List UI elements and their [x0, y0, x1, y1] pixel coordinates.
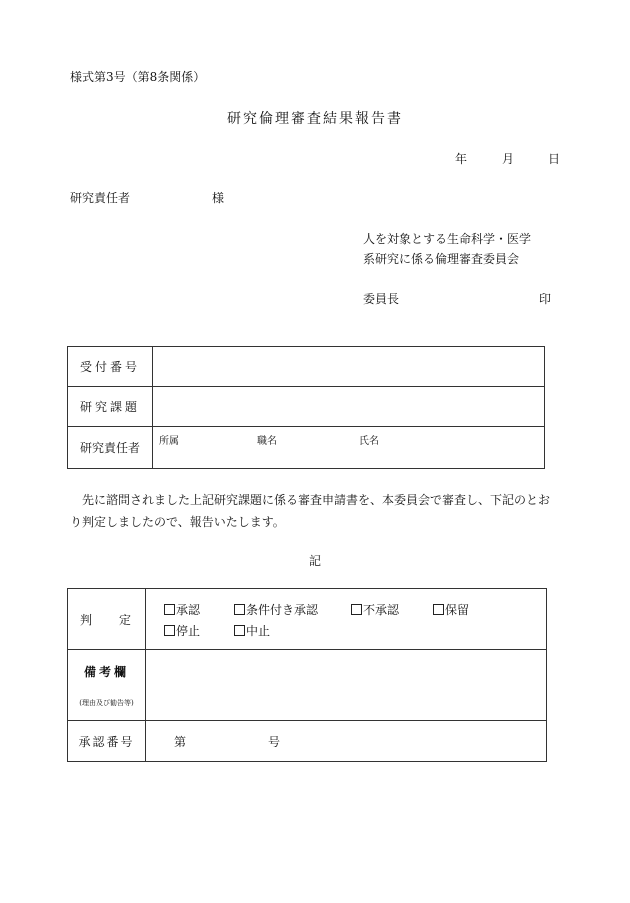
addressee [70, 189, 225, 206]
checkbox-icon[interactable] [351, 604, 362, 615]
addressee-honorific: 様 [212, 191, 225, 205]
option-approved[interactable]: 承認 [164, 601, 200, 618]
committee-name-line1: 人を対象とする生命科学・医学 [363, 232, 532, 246]
report-body-text: 先に諮問されました上記研究課題に係る審査申請書を、本委員会で審査し、下記のとおり判定しましたので、報告いたします。 [70, 493, 551, 529]
approval-suffix: 号 [268, 735, 281, 749]
pi-name-label: 氏名 [359, 436, 379, 447]
remarks-field[interactable] [146, 650, 547, 721]
form-id: 様式第3号（第8条関係） [70, 70, 206, 84]
pi-position-label: 職名 [257, 436, 277, 447]
judgment-row [68, 589, 547, 650]
judgment-options [146, 589, 547, 650]
remarks-row [68, 650, 547, 721]
checkbox-icon[interactable] [164, 604, 175, 615]
checkbox-icon[interactable] [164, 625, 175, 636]
pi-label: 研究責任者 [68, 427, 153, 469]
judgment-label: 判 定 [68, 589, 146, 650]
date-day-label: 日 [548, 152, 561, 166]
receipt-number-field[interactable] [153, 347, 545, 387]
remarks-label: 備考欄 (理由及び勧告等) [68, 650, 146, 721]
pi-row [68, 427, 545, 469]
ki-heading: 記 [308, 554, 321, 568]
option-conditional-approval[interactable]: 条件付き承認 [234, 601, 318, 618]
addressee-label: 研究責任者 [70, 191, 131, 205]
receipt-row [68, 347, 545, 387]
option-pending[interactable]: 保留 [433, 601, 469, 618]
approval-number-field[interactable] [146, 721, 547, 762]
approval-number-label: 承認番号 [68, 721, 146, 762]
info-table [67, 346, 545, 469]
checkbox-icon[interactable] [234, 625, 245, 636]
date-year-label: 年 [455, 152, 468, 166]
date-month-label: 月 [502, 152, 515, 166]
committee-name [363, 229, 531, 269]
chair-label: 委員長 [363, 292, 400, 306]
option-termination[interactable]: 中止 [234, 622, 270, 639]
checkbox-icon[interactable] [433, 604, 444, 615]
committee-name-line2: 系研究に係る倫理審査委員会 [363, 252, 520, 266]
seal-mark: 印 [539, 292, 552, 306]
research-subject-field[interactable] [153, 387, 545, 427]
subject-row [68, 387, 545, 427]
result-table [67, 588, 547, 762]
option-not-approved[interactable]: 不承認 [351, 601, 399, 618]
document-title: 研究倫理審査結果報告書 [227, 111, 403, 127]
pi-field[interactable] [153, 427, 545, 469]
research-subject-label: 研究課題 [68, 387, 153, 427]
checkbox-icon[interactable] [234, 604, 245, 615]
option-suspension[interactable]: 停止 [164, 622, 200, 639]
approval-row [68, 721, 547, 762]
pi-affiliation-label: 所属 [159, 436, 179, 447]
receipt-number-label: 受付番号 [68, 347, 153, 387]
approval-prefix: 第 [174, 735, 187, 749]
remarks-sublabel: (理由及び勧告等) [79, 698, 134, 707]
